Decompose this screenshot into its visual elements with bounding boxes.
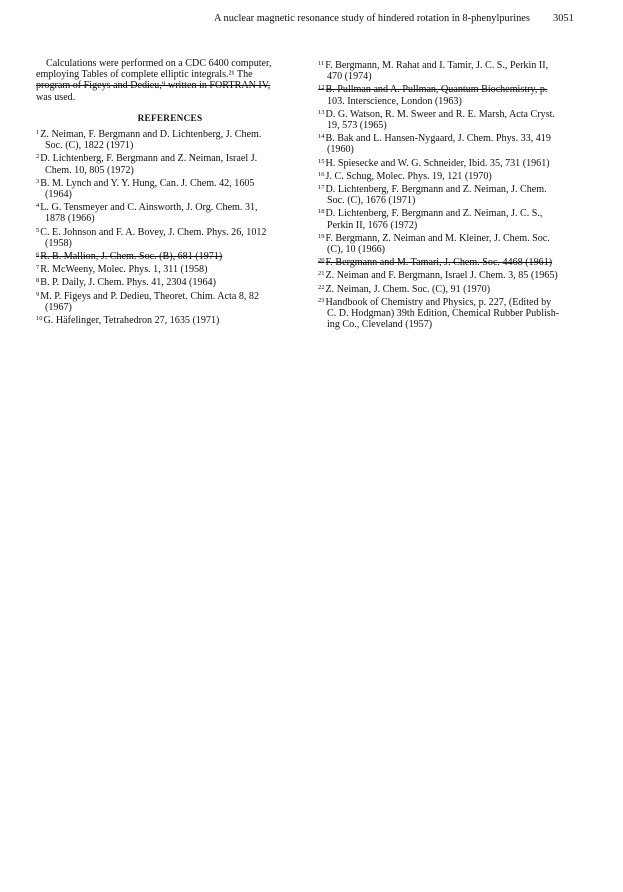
left-column [36, 58, 304, 326]
page-header [0, 4, 623, 24]
reference-text: (1964) [45, 189, 72, 201]
page-number: 3051 [553, 13, 574, 24]
reference-text: G. Häfelinger, Tetrahedron 27, 1635 (1971) [43, 315, 220, 327]
reference-item [318, 295, 586, 331]
reference-number: 1 [36, 129, 40, 137]
reference-number: 12 [318, 84, 325, 92]
reference-item [36, 249, 304, 262]
reference-number: 3 [36, 177, 40, 185]
reference-item [318, 282, 586, 295]
reference-text: D. Lichtenberg, F. Bergmann and Z. Neiman, J. Chem. [325, 184, 547, 196]
reference-item [318, 156, 586, 169]
paragraph-line: program of Figeys and Dedieu,⁹ written in FORTRAN IV, [36, 80, 271, 92]
reference-item [318, 182, 586, 206]
reference-text: J. C. Schug, Molec. Phys. 19, 121 (1970) [325, 170, 492, 182]
reference-number: 7 [36, 264, 40, 272]
reference-text: Z. Neiman, J. Chem. Soc. (C), 91 (1970) [325, 283, 491, 295]
references-heading: REFERENCES [137, 112, 203, 123]
right-column [318, 58, 586, 330]
reference-text: R. B. Mallion, J. Chem. Soc. (B), 681 (1971) [40, 251, 223, 263]
reference-number: 9 [36, 290, 40, 298]
reference-number: 14 [318, 133, 325, 141]
reference-number: 21 [318, 270, 325, 278]
reference-item [318, 255, 586, 268]
reference-text: D. G. Watson, R. M. Sweer and R. E. Marsh, Acta Cryst. [325, 108, 555, 120]
reference-item [36, 313, 304, 326]
reference-text: B. Pullman and A. Pullman, Quantum Biochemistry, p. [325, 84, 548, 96]
reference-number: 10 [36, 315, 43, 323]
reference-item [36, 151, 304, 175]
reference-item [318, 268, 586, 281]
reference-text: 103. Interscience, London (1963) [327, 95, 462, 107]
reference-text: R. McWeeny, Molec. Phys. 1, 311 (1958) [40, 264, 208, 276]
reference-list-left [36, 127, 304, 326]
reference-number: 8 [36, 277, 40, 285]
reference-text: (1967) [45, 301, 72, 313]
reference-text: ing Co., Cleveland (1957) [327, 319, 433, 331]
reference-item [318, 131, 586, 155]
paragraph-line: was used. [36, 91, 76, 103]
running-title: A nuclear magnetic resonance study of hindered rotation in 8-phenylpurines [214, 13, 530, 24]
reference-number: 19 [318, 232, 325, 240]
reference-text: Z. Neiman, F. Bergmann and D. Lichtenberg, J. Chem. [40, 129, 262, 141]
reference-text: F. Bergmann, Z. Neiman and M. Kleiner, J. Chem. Soc. [325, 232, 550, 244]
reference-item [36, 275, 304, 288]
reference-item [36, 176, 304, 200]
reference-number: 2 [36, 153, 40, 161]
reference-text: Handbook of Chemistry and Physics, p. 227, (Edited by [325, 296, 552, 308]
reference-item [318, 82, 586, 106]
reference-number: 5 [36, 226, 40, 234]
reference-number: 23 [318, 296, 325, 304]
reference-number: 18 [318, 208, 325, 216]
reference-item [318, 169, 586, 182]
reference-number: 16 [318, 170, 325, 178]
reference-item [36, 200, 304, 224]
reference-text: D. Lichtenberg, F. Bergmann and Z. Neiman, J. C. S., [325, 208, 543, 220]
reference-number: 15 [318, 157, 325, 165]
reference-text: B. P. Daily, J. Chem. Phys. 41, 2304 (1964) [40, 277, 216, 289]
reference-text: B. M. Lynch and Y. Y. Hung, Can. J. Chem. 42, 1605 [40, 177, 255, 189]
reference-text: (1958) [45, 237, 72, 249]
reference-text: Soc. (C), 1822 (1971) [45, 140, 134, 152]
reference-text: H. Spiesecke and W. G. Schneider, Ibid. 35, 731 (1961) [325, 157, 550, 169]
reference-text: C. E. Johnson and F. A. Bovey, J. Chem. Phys. 26, 1012 [40, 226, 267, 238]
reference-number: 20 [318, 257, 325, 265]
reference-item [318, 206, 586, 230]
reference-text: Soc. (C), 1676 (1971) [327, 195, 416, 207]
reference-item [36, 225, 304, 249]
reference-number: 11 [318, 60, 325, 67]
reference-text: L. G. Tensmeyer and C. Ainsworth, J. Org. Chem. 31, [40, 202, 258, 214]
reference-text: (1960) [327, 144, 354, 156]
reference-number: 22 [318, 283, 325, 291]
body-paragraph [36, 58, 304, 103]
reference-item [36, 289, 304, 313]
reference-text: F. Bergmann and M. Tamari, J. Chem. Soc. 4468 (1961) [325, 257, 553, 269]
reference-text: F. Bergmann, M. Rahat and I. Tamir, J. C. S., Perkin II, [325, 60, 549, 71]
paragraph-line: employing Tables of complete elliptic integrals.²¹ The [36, 69, 253, 81]
reference-text: 19, 573 (1965) [327, 120, 387, 132]
reference-text: Z. Neiman and F. Bergmann, Israel J. Chem. 3, 85 (1965) [325, 270, 558, 282]
reference-number: 13 [318, 108, 325, 116]
reference-text: 1878 (1966) [45, 213, 95, 225]
reference-text: C. D. Hodgman) 39th Edition, Chemical Rubber Publish- [327, 308, 560, 320]
reference-item [36, 262, 304, 275]
reference-number: 17 [318, 184, 325, 192]
reference-item [36, 127, 304, 151]
reference-number: 4 [36, 202, 40, 210]
reference-list-right [318, 58, 586, 330]
reference-text: M. P. Figeys and P. Dedieu, Theoret. Chim. Acta 8, 82 [40, 290, 260, 302]
reference-number: 6 [36, 251, 40, 259]
reference-text: Chem. 10, 805 (1972) [45, 164, 134, 176]
reference-text: D. Lichtenberg, F. Bergmann and Z. Neiman, Israel J. [40, 153, 258, 165]
reference-item [318, 231, 586, 255]
paragraph-line: Calculations were performed on a CDC 6400 computer, [46, 58, 272, 69]
reference-text: B. Bak and L. Hansen-Nygaard, J. Chem. Phys. 33, 419 [325, 133, 551, 145]
reference-text: Perkin II, 1676 (1972) [327, 219, 418, 231]
reference-text: 470 (1974) [327, 71, 372, 83]
reference-text: (C), 10 (1966) [327, 244, 386, 256]
reference-item [318, 58, 586, 82]
reference-item [318, 107, 586, 131]
